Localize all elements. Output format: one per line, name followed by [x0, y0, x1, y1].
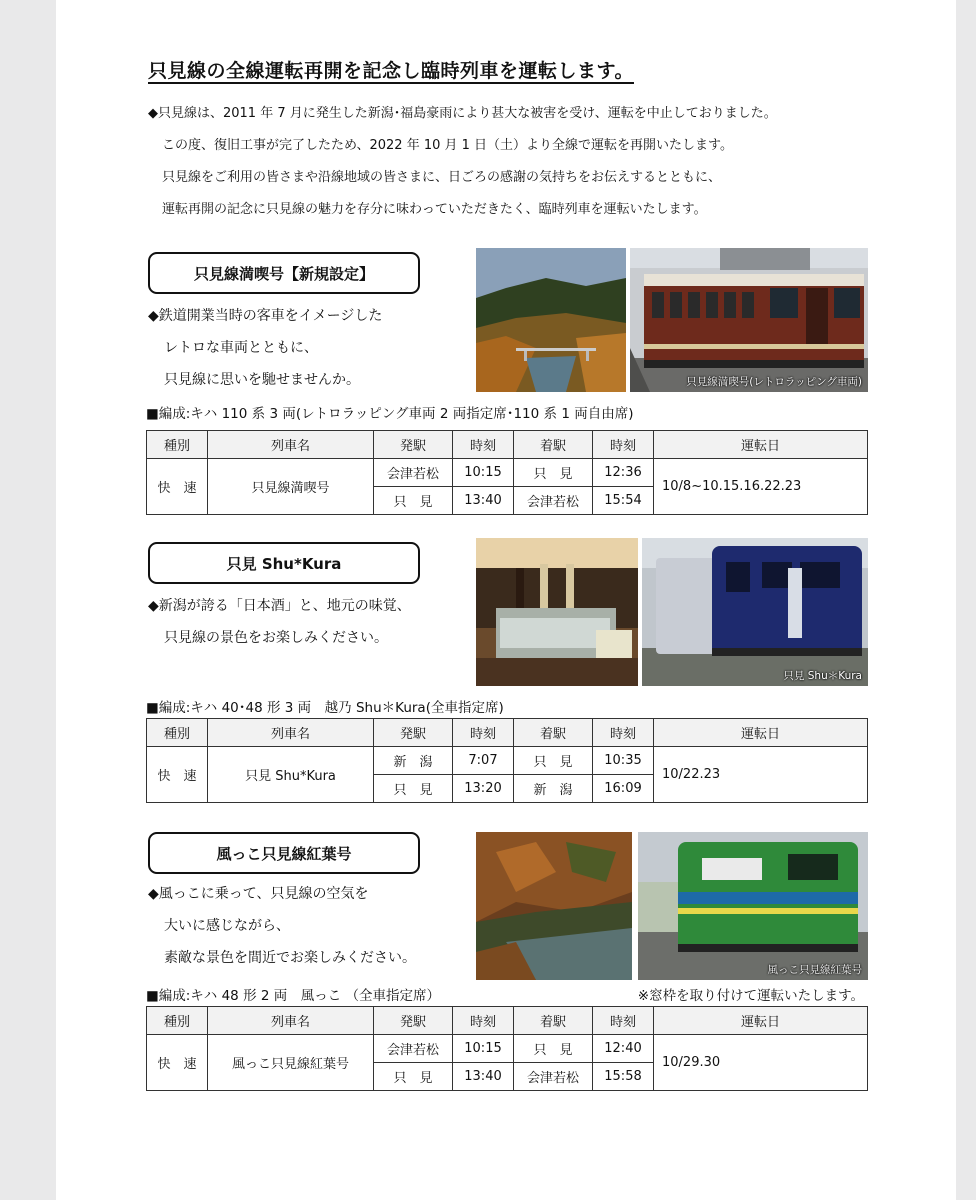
train-composition: ■編成:キハ 110 系 3 両(レトロラッピング車両 2 両指定席･110 系 1 両自由席): [146, 406, 634, 422]
section-shukura: [146, 542, 866, 807]
photo-caption: 風っこ只見線紅葉号: [767, 964, 862, 976]
cell-departure-time: 7:07: [453, 747, 514, 775]
train-name-box: 只見 Shu*Kura: [148, 542, 420, 584]
description-line: レトロな車両とともに、: [164, 340, 318, 356]
timetable: [146, 718, 868, 803]
cell-type: 快 速: [147, 459, 208, 515]
cell-departure-time: 13:40: [453, 487, 514, 515]
header-arrival-station: 着駅: [514, 431, 593, 459]
train-composition: ■編成:キハ 48 形 2 両 風っこ （全車指定席）: [146, 988, 441, 1004]
description-line: 素敵な景色を間近でお楽しみください。: [164, 950, 416, 966]
header-train-name: 列車名: [208, 719, 374, 747]
header-arrival-time: 時刻: [593, 431, 654, 459]
photo-autumn-gorge: [476, 832, 632, 980]
intro-text: [148, 98, 777, 226]
train-description: [148, 878, 416, 974]
cell-departure-station: 只 見: [374, 1063, 453, 1091]
photo-retro-train: [630, 248, 868, 392]
photo-kazekko-train: [638, 832, 868, 980]
header-departure-station: 発駅: [374, 719, 453, 747]
page-title: 只見線の全線運転再開を記念し臨時列車を運転します。: [148, 60, 634, 82]
header-run-date: 運転日: [654, 431, 868, 459]
cell-arrival-station: 只 見: [514, 747, 593, 775]
cell-run-date: 10/29.30: [654, 1035, 868, 1091]
cell-arrival-time: 12:36: [593, 459, 654, 487]
photo-shukura-train: [642, 538, 868, 686]
cell-departure-station: 只 見: [374, 487, 453, 515]
table-header-row: [147, 431, 868, 459]
cell-departure-station: 会津若松: [374, 1035, 453, 1063]
header-type: 種別: [147, 719, 208, 747]
description-line: 只見線の景色をお楽しみください。: [164, 630, 388, 646]
cell-run-date: 10/8~10.15.16.22.23: [654, 459, 868, 515]
cell-type: 快 速: [147, 1035, 208, 1091]
header-departure-time: 時刻: [453, 1007, 514, 1035]
cell-departure-time: 13:20: [453, 775, 514, 803]
header-arrival-station: 着駅: [514, 1007, 593, 1035]
timetable: [146, 1006, 868, 1091]
header-train-name: 列車名: [208, 1007, 374, 1035]
header-type: 種別: [147, 1007, 208, 1035]
cell-train-name: 風っこ只見線紅葉号: [208, 1035, 374, 1091]
cell-arrival-time: 10:35: [593, 747, 654, 775]
cell-type: 快 速: [147, 747, 208, 803]
cell-arrival-station: 只 見: [514, 459, 593, 487]
description-line: ◆新潟が誇る「日本酒」と、地元の味覚、: [148, 598, 411, 614]
cell-arrival-time: 12:40: [593, 1035, 654, 1063]
header-departure-station: 発駅: [374, 1007, 453, 1035]
header-arrival-time: 時刻: [593, 1007, 654, 1035]
header-type: 種別: [147, 431, 208, 459]
header-run-date: 運転日: [654, 719, 868, 747]
cell-train-name: 只見線満喫号: [208, 459, 374, 515]
intro-line: 運転再開の記念に只見線の魅力を存分に味わっていただきたく、臨時列車を運転いたします。: [162, 202, 707, 217]
cell-arrival-time: 15:54: [593, 487, 654, 515]
cell-arrival-station: 只 見: [514, 1035, 593, 1063]
train-name-box: 只見線満喫号【新規設定】: [148, 252, 420, 294]
description-line: ◆鉄道開業当時の客車をイメージした: [148, 308, 383, 324]
description-line: 只見線に思いを馳せませんか。: [164, 372, 360, 388]
header-train-name: 列車名: [208, 431, 374, 459]
cell-run-date: 10/22.23: [654, 747, 868, 803]
cell-train-name: 只見 Shu*Kura: [208, 747, 374, 803]
description-line: 大いに感じながら、: [164, 918, 290, 934]
header-run-date: 運転日: [654, 1007, 868, 1035]
cell-departure-time: 10:15: [453, 1035, 514, 1063]
cell-arrival-time: 15:58: [593, 1063, 654, 1091]
section-kazekko: [146, 832, 866, 1097]
table-row: [147, 459, 868, 487]
table-row: [147, 1035, 868, 1063]
table-row: [147, 747, 868, 775]
cell-arrival-station: 新 潟: [514, 775, 593, 803]
header-departure-station: 発駅: [374, 431, 453, 459]
intro-line: 只見線をご利用の皆さまや沿線地域の皆さまに、日ごろの感謝の気持ちをお伝えするとともに、: [162, 170, 722, 185]
train-name-box: 風っこ只見線紅葉号: [148, 832, 420, 874]
train-composition: ■編成:キハ 40･48 形 3 両 越乃 Shu＊Kura(全車指定席): [146, 700, 504, 716]
intro-line: この度、復旧工事が完了したため、2022 年 10 月 1 日（土）より全線で運転を再開いたします。: [162, 138, 733, 153]
photo-caption: 只見線満喫号(レトロラッピング車両): [686, 376, 862, 388]
cell-arrival-station: 会津若松: [514, 1063, 593, 1091]
train-description: [148, 300, 382, 396]
header-departure-time: 時刻: [453, 719, 514, 747]
table-header-row: [147, 719, 868, 747]
header-departure-time: 時刻: [453, 431, 514, 459]
cell-departure-station: 新 潟: [374, 747, 453, 775]
cell-arrival-station: 会津若松: [514, 487, 593, 515]
photo-caption: 只見 Shu＊Kura: [783, 670, 862, 682]
cell-arrival-time: 16:09: [593, 775, 654, 803]
section-mankitsu: [146, 252, 866, 517]
document-page: [56, 0, 956, 1200]
photo-autumn-bridge: [476, 248, 626, 392]
cell-departure-station: 只 見: [374, 775, 453, 803]
header-arrival-station: 着駅: [514, 719, 593, 747]
cell-departure-time: 13:40: [453, 1063, 514, 1091]
description-line: ◆風っこに乗って、只見線の空気を: [148, 886, 369, 902]
intro-line: ◆只見線は、2011 年 7 月に発生した新潟･福島豪雨により甚大な被害を受け、運転を中止しておりました。: [148, 106, 777, 121]
header-arrival-time: 時刻: [593, 719, 654, 747]
train-description: [148, 590, 411, 654]
cell-departure-time: 10:15: [453, 459, 514, 487]
photo-sake-bar: [476, 538, 638, 686]
table-header-row: [147, 1007, 868, 1035]
timetable: [146, 430, 868, 515]
cell-departure-station: 会津若松: [374, 459, 453, 487]
window-frame-note: ※窓枠を取り付けて運転いたします。: [637, 988, 864, 1004]
